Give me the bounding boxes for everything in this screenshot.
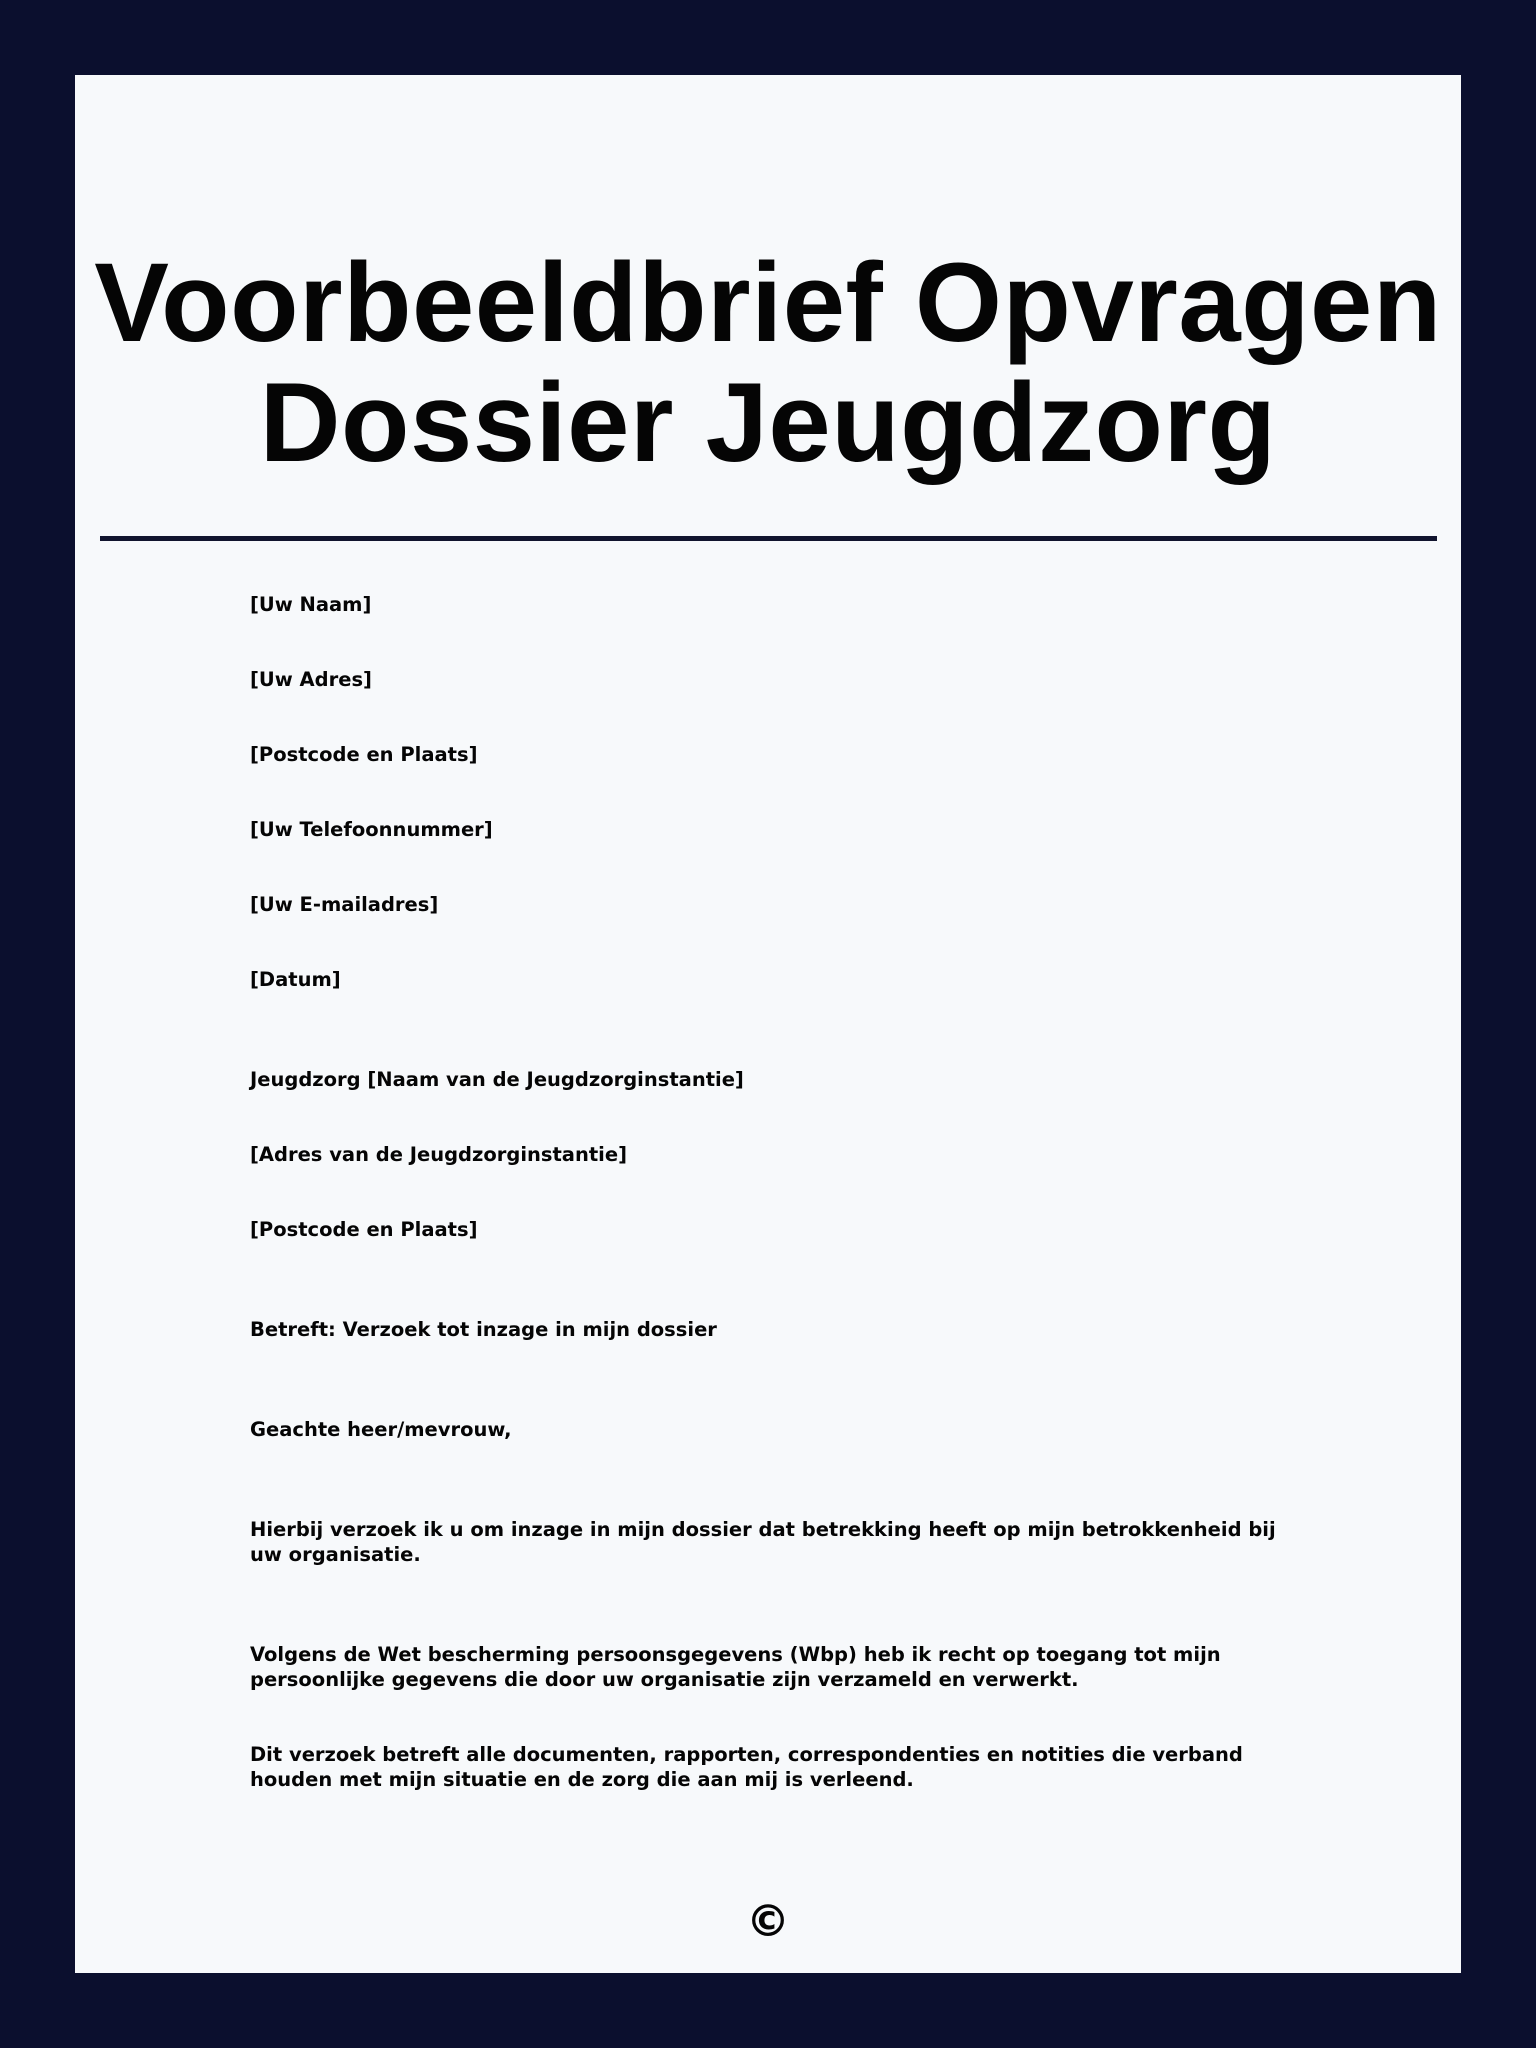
copyright-icon: ©	[746, 1896, 790, 1947]
recipient-address: [Adres van de Jeugdzorginstantie]	[250, 1143, 627, 1166]
title-divider	[100, 536, 1437, 541]
letter-subject: Betreft: Verzoek tot inzage in mijn dossier	[250, 1318, 717, 1341]
letter-page	[75, 75, 1461, 1973]
letter-salutation: Geachte heer/mevrouw,	[250, 1418, 512, 1441]
recipient-postcode-city: [Postcode en Plaats]	[250, 1218, 478, 1241]
sender-postcode-city: [Postcode en Plaats]	[250, 743, 478, 766]
letter-date: [Datum]	[250, 968, 341, 991]
body-paragraph: Hierbij verzoek ik u om inzage in mijn dossier dat betrekking heeft op mijn betrokkenheid bij uw organisatie.	[250, 1518, 1276, 1566]
body-paragraph: Volgens de Wet bescherming persoonsgegevens (Wbp) heb ik recht op toegang tot mijn persoonlijke gegevens die door uw organisatie zijn verzameld en verwerkt.	[250, 1643, 1221, 1691]
page-title: Voorbeeldbrief Opvragen Dossier Jeugdzorg	[94, 240, 1442, 485]
sender-phone: [Uw Telefoonnummer]	[250, 818, 493, 841]
body-paragraph: Dit verzoek betreft alle documenten, rapporten, correspondenties en notities die verband houden met mijn situatie en de zorg die aan mij is verleend.	[250, 1743, 1243, 1791]
recipient-organization: Jeugdzorg [Naam van de Jeugdzorginstantie]	[250, 1068, 744, 1091]
sender-name: [Uw Naam]	[250, 593, 372, 616]
sender-email: [Uw E-mailadres]	[250, 893, 439, 916]
sender-address: [Uw Adres]	[250, 668, 372, 691]
